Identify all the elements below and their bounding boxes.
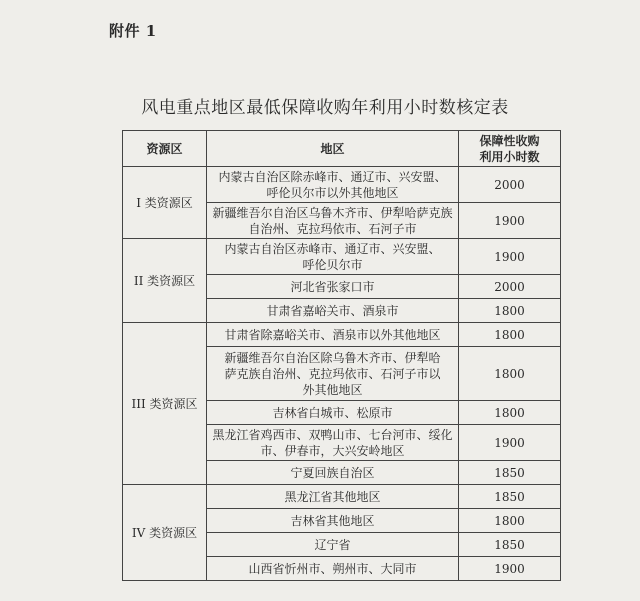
header-hours: 保障性收购 利用小时数 — [459, 131, 561, 167]
region-cell: 新疆维吾尔自治区乌鲁木齐市、伊犁哈萨克族 自治州、克拉玛依市、石河子市 — [207, 203, 459, 239]
hours-cell: 1800 — [459, 347, 561, 401]
hours-cell: 1900 — [459, 557, 561, 581]
wind-power-hours-table — [122, 130, 561, 581]
region-cell: 内蒙古自治区除赤峰市、通辽市、兴安盟、 呼伦贝尔市以外其他地区 — [207, 167, 459, 203]
table-row — [123, 485, 561, 509]
hours-cell: 1800 — [459, 401, 561, 425]
table-header-row — [123, 131, 561, 167]
hours-cell: 1900 — [459, 203, 561, 239]
attachment-label: 附件 1 — [109, 22, 157, 40]
zone-cell-4: IV 类资源区 — [123, 485, 207, 581]
region-cell: 新疆维吾尔自治区除乌鲁木齐市、伊犁哈 萨克族自治州、克拉玛依市、石河子市以 外其他地区 — [207, 347, 459, 401]
table-row — [123, 239, 561, 275]
hours-cell: 1850 — [459, 485, 561, 509]
zone-cell-1: I 类资源区 — [123, 167, 207, 239]
region-cell: 内蒙古自治区赤峰市、通辽市、兴安盟、 呼伦贝尔市 — [207, 239, 459, 275]
region-cell: 辽宁省 — [207, 533, 459, 557]
hours-cell: 1850 — [459, 533, 561, 557]
document-title: 风电重点地区最低保障收购年利用小时数核定表 — [141, 98, 509, 118]
zone-cell-3: III 类资源区 — [123, 323, 207, 485]
region-cell: 黑龙江省其他地区 — [207, 485, 459, 509]
hours-cell: 1800 — [459, 509, 561, 533]
table-row — [123, 167, 561, 203]
zone-cell-2: II 类资源区 — [123, 239, 207, 323]
region-cell: 甘肃省嘉峪关市、酒泉市 — [207, 299, 459, 323]
hours-cell: 1850 — [459, 461, 561, 485]
region-cell: 吉林省其他地区 — [207, 509, 459, 533]
hours-cell: 1800 — [459, 323, 561, 347]
table-row — [123, 323, 561, 347]
hours-cell: 1800 — [459, 299, 561, 323]
region-cell: 黑龙江省鸡西市、双鸭山市、七台河市、绥化 市、伊春市，大兴安岭地区 — [207, 425, 459, 461]
hours-cell: 1900 — [459, 239, 561, 275]
hours-cell: 2000 — [459, 275, 561, 299]
header-region: 地区 — [207, 131, 459, 167]
hours-cell: 2000 — [459, 167, 561, 203]
region-cell: 吉林省白城市、松原市 — [207, 401, 459, 425]
hours-cell: 1900 — [459, 425, 561, 461]
region-cell: 甘肃省除嘉峪关市、酒泉市以外其他地区 — [207, 323, 459, 347]
region-cell: 山西省忻州市、朔州市、大同市 — [207, 557, 459, 581]
region-cell: 宁夏回族自治区 — [207, 461, 459, 485]
header-zone: 资源区 — [123, 131, 207, 167]
region-cell: 河北省张家口市 — [207, 275, 459, 299]
